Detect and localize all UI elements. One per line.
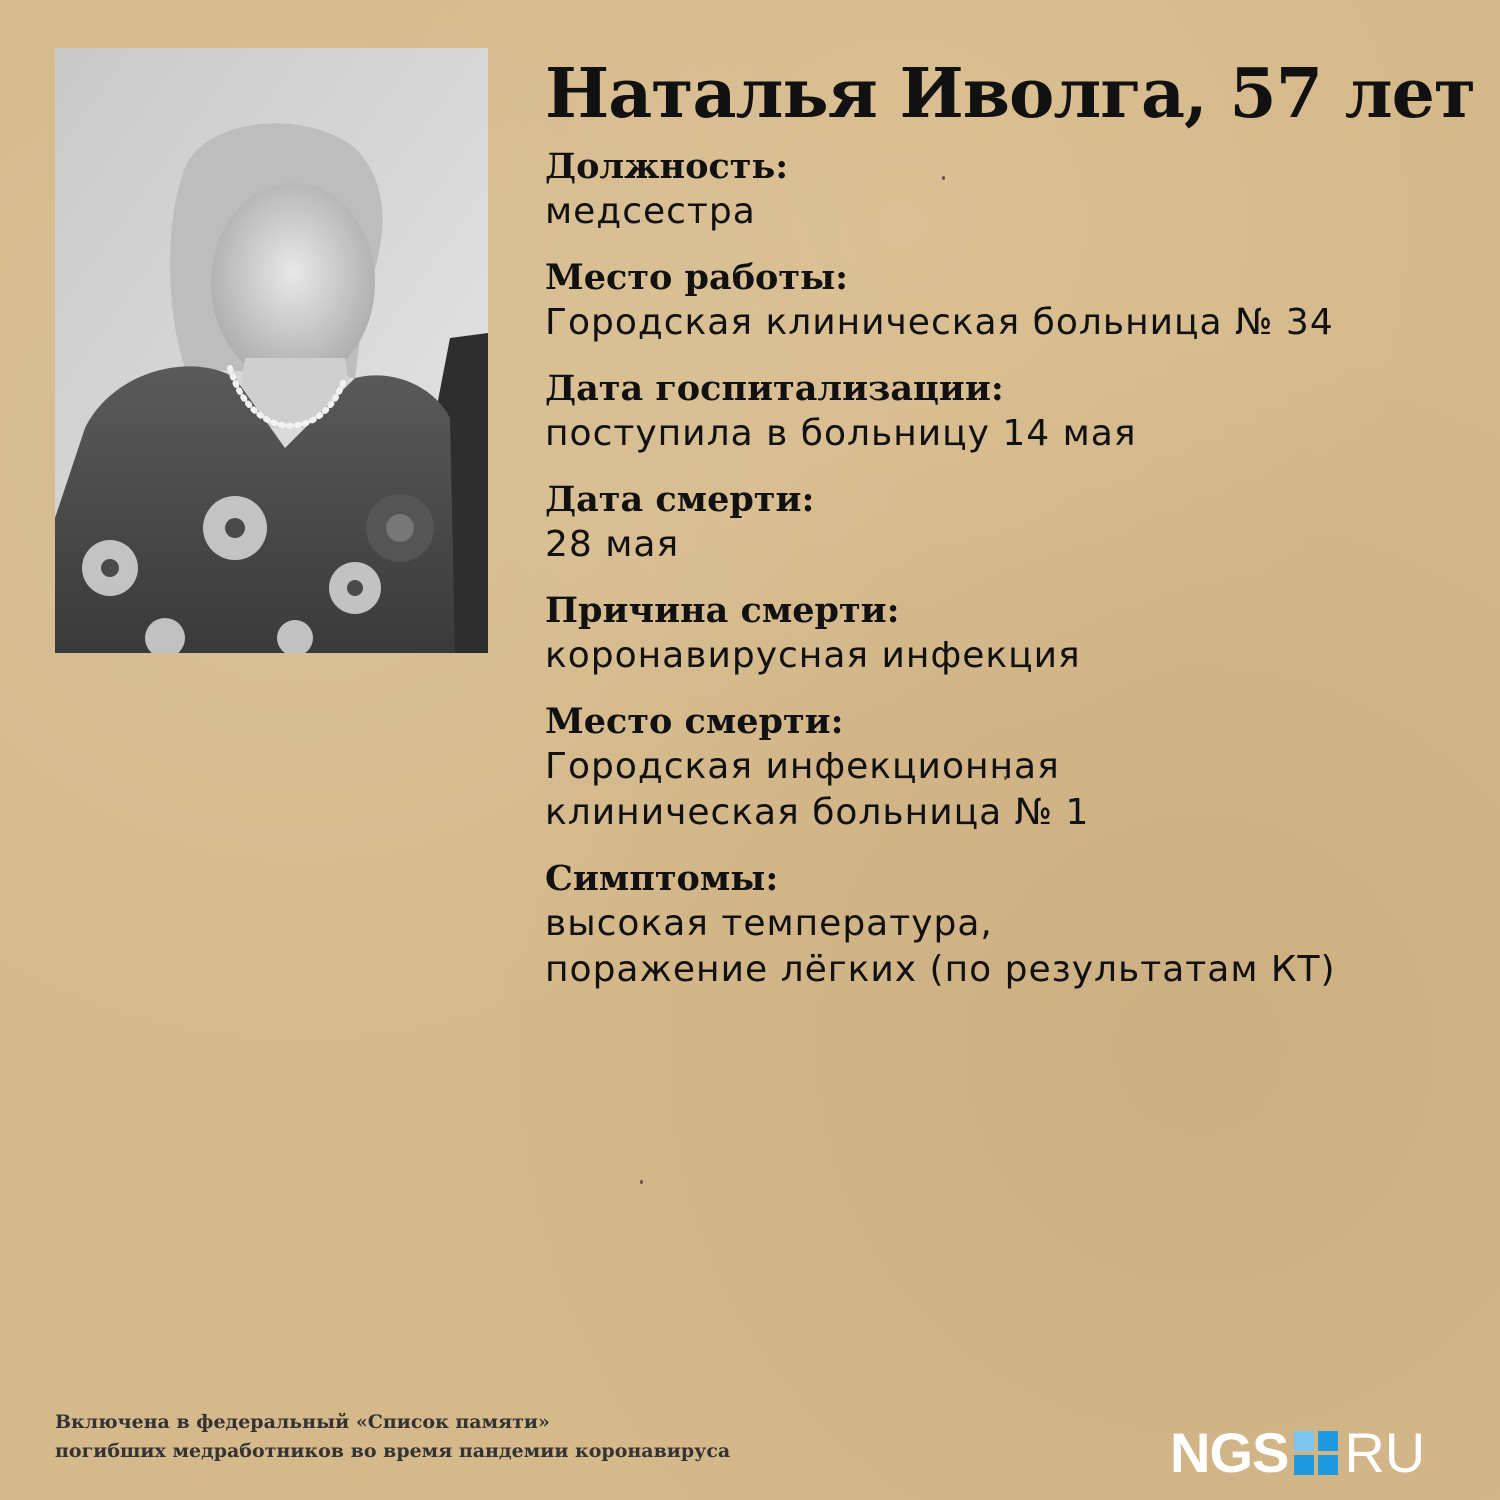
logo-text-ngs: NGS bbox=[1170, 1421, 1289, 1484]
field-death-place bbox=[545, 699, 1465, 836]
footer-note bbox=[55, 1408, 730, 1466]
field-label: Дата смерти: bbox=[545, 479, 815, 520]
paper-speck bbox=[640, 1180, 643, 1184]
field-label: Место работы: bbox=[545, 257, 849, 298]
footer-line: погибших медработников во время пандемии коронавируса bbox=[55, 1440, 731, 1462]
field-label: Дата госпитализации: bbox=[545, 368, 1004, 409]
field-workplace bbox=[545, 255, 1465, 346]
field-symptoms bbox=[545, 856, 1465, 993]
field-value: 28 мая bbox=[545, 524, 680, 565]
page-title: Наталья Иволга, 57 лет bbox=[545, 54, 1476, 134]
field-label: Место смерти: bbox=[545, 701, 844, 742]
field-value: Городская клиническая больница № 34 bbox=[545, 302, 1334, 343]
field-value: коронавирусная инфекция bbox=[545, 635, 1081, 676]
field-hospitalization-date bbox=[545, 366, 1465, 457]
field-death-cause bbox=[545, 588, 1465, 679]
field-value-line: клиническая больница № 1 bbox=[545, 792, 1090, 833]
portrait-photo bbox=[55, 48, 488, 653]
field-position bbox=[545, 144, 1465, 235]
field-label: Причина смерти: bbox=[545, 590, 900, 631]
field-label: Симптомы: bbox=[545, 858, 779, 899]
footer-line: Включена в федеральный «Список памяти» bbox=[55, 1411, 550, 1433]
field-value-line: Городская инфекционная bbox=[545, 746, 1060, 787]
logo-square-icon bbox=[1294, 1431, 1338, 1475]
field-value: медсестра bbox=[545, 191, 756, 232]
field-value-line: поражение лёгких (по результатам КТ) bbox=[545, 949, 1336, 990]
field-death-date bbox=[545, 477, 1465, 568]
logo-text-ru: RU bbox=[1344, 1421, 1426, 1484]
ngs-logo bbox=[1170, 1421, 1426, 1484]
field-value: поступила в больницу 14 мая bbox=[545, 413, 1137, 454]
field-value-line: высокая температура, bbox=[545, 903, 993, 944]
profile-info bbox=[545, 50, 1476, 1013]
field-label: Должность: bbox=[545, 146, 789, 187]
